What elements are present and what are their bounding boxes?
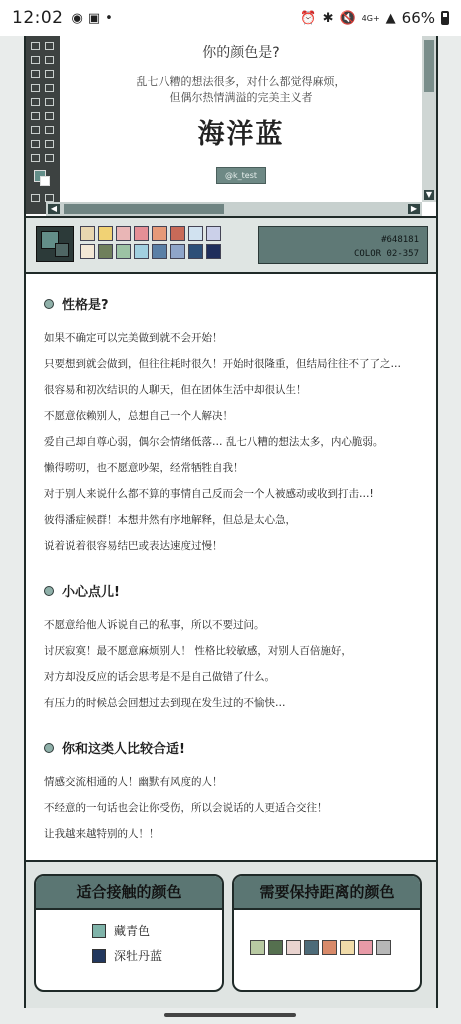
quiz-description-line2: 但偶尔热情满溢的完美主义者 xyxy=(169,91,313,104)
bullet-icon xyxy=(44,299,54,309)
palette-swatch[interactable] xyxy=(80,226,95,241)
description-content xyxy=(26,272,436,860)
horizontal-scrollbar[interactable] xyxy=(46,202,422,216)
mask-mode-icon xyxy=(31,194,40,202)
color-code: COLOR 02-357 xyxy=(353,249,419,259)
screen-mode-icon xyxy=(45,194,54,202)
zoom-tool-icon xyxy=(45,154,54,162)
section-header xyxy=(44,738,418,757)
app-notification-icon: ◉ xyxy=(71,10,83,26)
history-brush-icon xyxy=(45,84,54,92)
section-title: 你和这类人比较合适! xyxy=(62,742,185,757)
avoid-color-swatch xyxy=(268,940,283,955)
status-time: 12:02 xyxy=(12,8,64,28)
section-header xyxy=(44,294,418,313)
color-swatch xyxy=(92,949,106,963)
quiz-result: 海洋蓝 xyxy=(197,119,285,150)
crop-tool-icon xyxy=(31,56,40,64)
system-icons xyxy=(300,9,449,27)
avoid-colors-row xyxy=(234,910,420,955)
current-background-swatch xyxy=(55,243,69,257)
pen-tool-icon xyxy=(31,126,40,134)
recommended-colors-card xyxy=(34,874,224,992)
heal-tool-icon xyxy=(31,70,40,78)
avoid-colors-card xyxy=(232,874,422,992)
text-line: 很容易和初次结识的人聊天，但在团体生活中却很认生！ xyxy=(44,384,307,396)
avoid-color-swatch xyxy=(340,940,355,955)
color-compatibility-panel xyxy=(26,860,436,1008)
eyedropper-icon xyxy=(45,56,54,64)
text-line: 讨厌寂寞！最不愿意麻烦别人！ 性格比较敏感，对别人百倍施好， xyxy=(44,645,352,657)
section-title: 性格是? xyxy=(62,298,109,313)
network-label: 4G+ xyxy=(361,13,380,23)
game-notification-icon: ▣ xyxy=(87,10,101,26)
quiz-title: 你的颜色是? xyxy=(202,45,280,61)
scroll-down-icon[interactable]: ▼ xyxy=(425,190,433,199)
tool-palette xyxy=(26,36,60,214)
current-color-icon xyxy=(36,226,74,262)
palette-swatch[interactable] xyxy=(170,226,185,241)
quiz-description-line1: 乱七八糟的想法很多，对什么都觉得麻烦， xyxy=(136,75,346,88)
path-tool-icon xyxy=(31,140,40,148)
avoid-color-swatch xyxy=(304,940,319,955)
text-line: 爱自己却自尊心弱，偶尔会情绪低落… 乱七八糟的想法太多，内心脆弱。 xyxy=(44,436,384,448)
signal-icon: ▲ xyxy=(385,10,396,26)
recommended-color-item xyxy=(92,922,222,939)
avoid-color-swatch xyxy=(358,940,373,955)
lasso-tool-icon xyxy=(31,42,40,50)
vertical-scroll-thumb[interactable] xyxy=(424,40,434,92)
scroll-left-icon[interactable]: ◀ xyxy=(48,204,60,214)
text-line: 不愿意给他人诉说自己的私事，所以不要过问。 xyxy=(44,619,265,631)
hand-tool-icon xyxy=(31,154,40,162)
palette-swatch[interactable] xyxy=(206,244,221,259)
hex-code: #648181 xyxy=(381,235,419,245)
bluetooth-icon: ✱ xyxy=(322,10,334,26)
avoid-color-swatch xyxy=(286,940,301,955)
eraser-tool-icon xyxy=(31,98,40,106)
text-line: 对于别人来说什么都不算的事情自己反而会一个人被感动或收到打击…! xyxy=(44,488,374,500)
section-title: 小心点儿! xyxy=(62,585,120,600)
canvas xyxy=(60,36,422,202)
palette-swatch[interactable] xyxy=(134,244,149,259)
gradient-tool-icon xyxy=(45,98,54,106)
section-caution xyxy=(44,581,418,716)
text-line: 说着说着很容易结巴或表达速度过慢！ xyxy=(44,540,223,552)
dot-icon: • xyxy=(105,10,113,26)
text-line: 只要想到就会做到，但往往耗时很久！开始时很隆重，但结局往往不了了之… xyxy=(44,358,401,370)
scroll-right-icon[interactable]: ▶ xyxy=(408,204,420,214)
home-indicator[interactable] xyxy=(164,1013,296,1017)
palette-swatch[interactable] xyxy=(170,244,185,259)
stamp-tool-icon xyxy=(31,84,40,92)
section-personality xyxy=(44,294,418,559)
avoid-color-swatch xyxy=(322,940,337,955)
avoid-colors-title: 需要保持距离的颜色 xyxy=(234,876,420,910)
color-swatch xyxy=(92,924,106,938)
avoid-color-swatch xyxy=(376,940,391,955)
shape-tool-icon xyxy=(45,140,54,148)
palette-swatch[interactable] xyxy=(188,244,203,259)
text-line: 彼得潘症候群！本想井然有序地解释，但总是太心急， xyxy=(44,514,296,526)
dodge-tool-icon xyxy=(45,112,54,120)
text-line: 情感交流相通的人！幽默有风度的人！ xyxy=(44,776,223,788)
vertical-scrollbar[interactable] xyxy=(422,36,436,202)
swatch-grid xyxy=(80,226,216,262)
palette-swatch[interactable] xyxy=(116,244,131,259)
alarm-icon: ⏰ xyxy=(300,10,317,26)
color-palette-panel xyxy=(26,216,436,272)
palette-swatch[interactable] xyxy=(134,226,149,241)
recommended-colors-title: 适合接触的颜色 xyxy=(36,876,222,910)
bullet-icon xyxy=(44,586,54,596)
mute-icon: 🔇 xyxy=(339,10,356,26)
text-line: 对方却没反应的话会思考是不是自己做错了什么。 xyxy=(44,671,275,683)
palette-swatch[interactable] xyxy=(152,244,167,259)
palette-swatch[interactable] xyxy=(188,226,203,241)
text-line: 如果不确定可以完美做到就不会开始！ xyxy=(44,332,223,344)
palette-swatch[interactable] xyxy=(152,226,167,241)
result-card xyxy=(24,36,438,1008)
text-line: 懒得唠叨，也不愿意吵架，经常牺牲自我！ xyxy=(44,462,244,474)
palette-swatch[interactable] xyxy=(98,244,113,259)
status-bar xyxy=(0,0,461,36)
section-match xyxy=(44,738,418,847)
quiz-description xyxy=(60,74,422,106)
notification-icons xyxy=(72,11,113,26)
color-code-box xyxy=(258,226,428,264)
palette-swatch[interactable] xyxy=(80,244,95,259)
text-line: 让我越来越特别的人！！ xyxy=(44,828,160,840)
avoid-color-swatch xyxy=(250,940,265,955)
quiz-tag: @k_test xyxy=(216,167,266,184)
blur-tool-icon xyxy=(31,112,40,120)
battery-percent: 66% xyxy=(401,9,435,27)
background-color-icon xyxy=(40,176,50,186)
text-line: 有压力的时候总会回想过去到现在发生过的不愉快… xyxy=(44,697,286,709)
horizontal-scroll-thumb[interactable] xyxy=(64,204,224,214)
brush-tool-icon xyxy=(45,70,54,78)
recommended-color-item xyxy=(92,947,222,964)
color-label: 藏青色 xyxy=(114,924,151,938)
palette-swatch[interactable] xyxy=(206,226,221,241)
color-label: 深牡丹蓝 xyxy=(114,949,163,963)
palette-swatch[interactable] xyxy=(98,226,113,241)
editor-mockup xyxy=(26,36,436,214)
battery-icon xyxy=(441,11,449,25)
text-tool-icon xyxy=(45,126,54,134)
section-header xyxy=(44,581,418,600)
recommended-colors-list xyxy=(36,910,222,964)
bullet-icon xyxy=(44,743,54,753)
palette-swatch[interactable] xyxy=(116,226,131,241)
text-line: 不愿意依赖别人，总想自己一个人解决！ xyxy=(44,410,233,422)
text-line: 不经意的一句话也会让你受伤，所以会说话的人更适合交往！ xyxy=(44,802,328,814)
wand-tool-icon xyxy=(45,42,54,50)
